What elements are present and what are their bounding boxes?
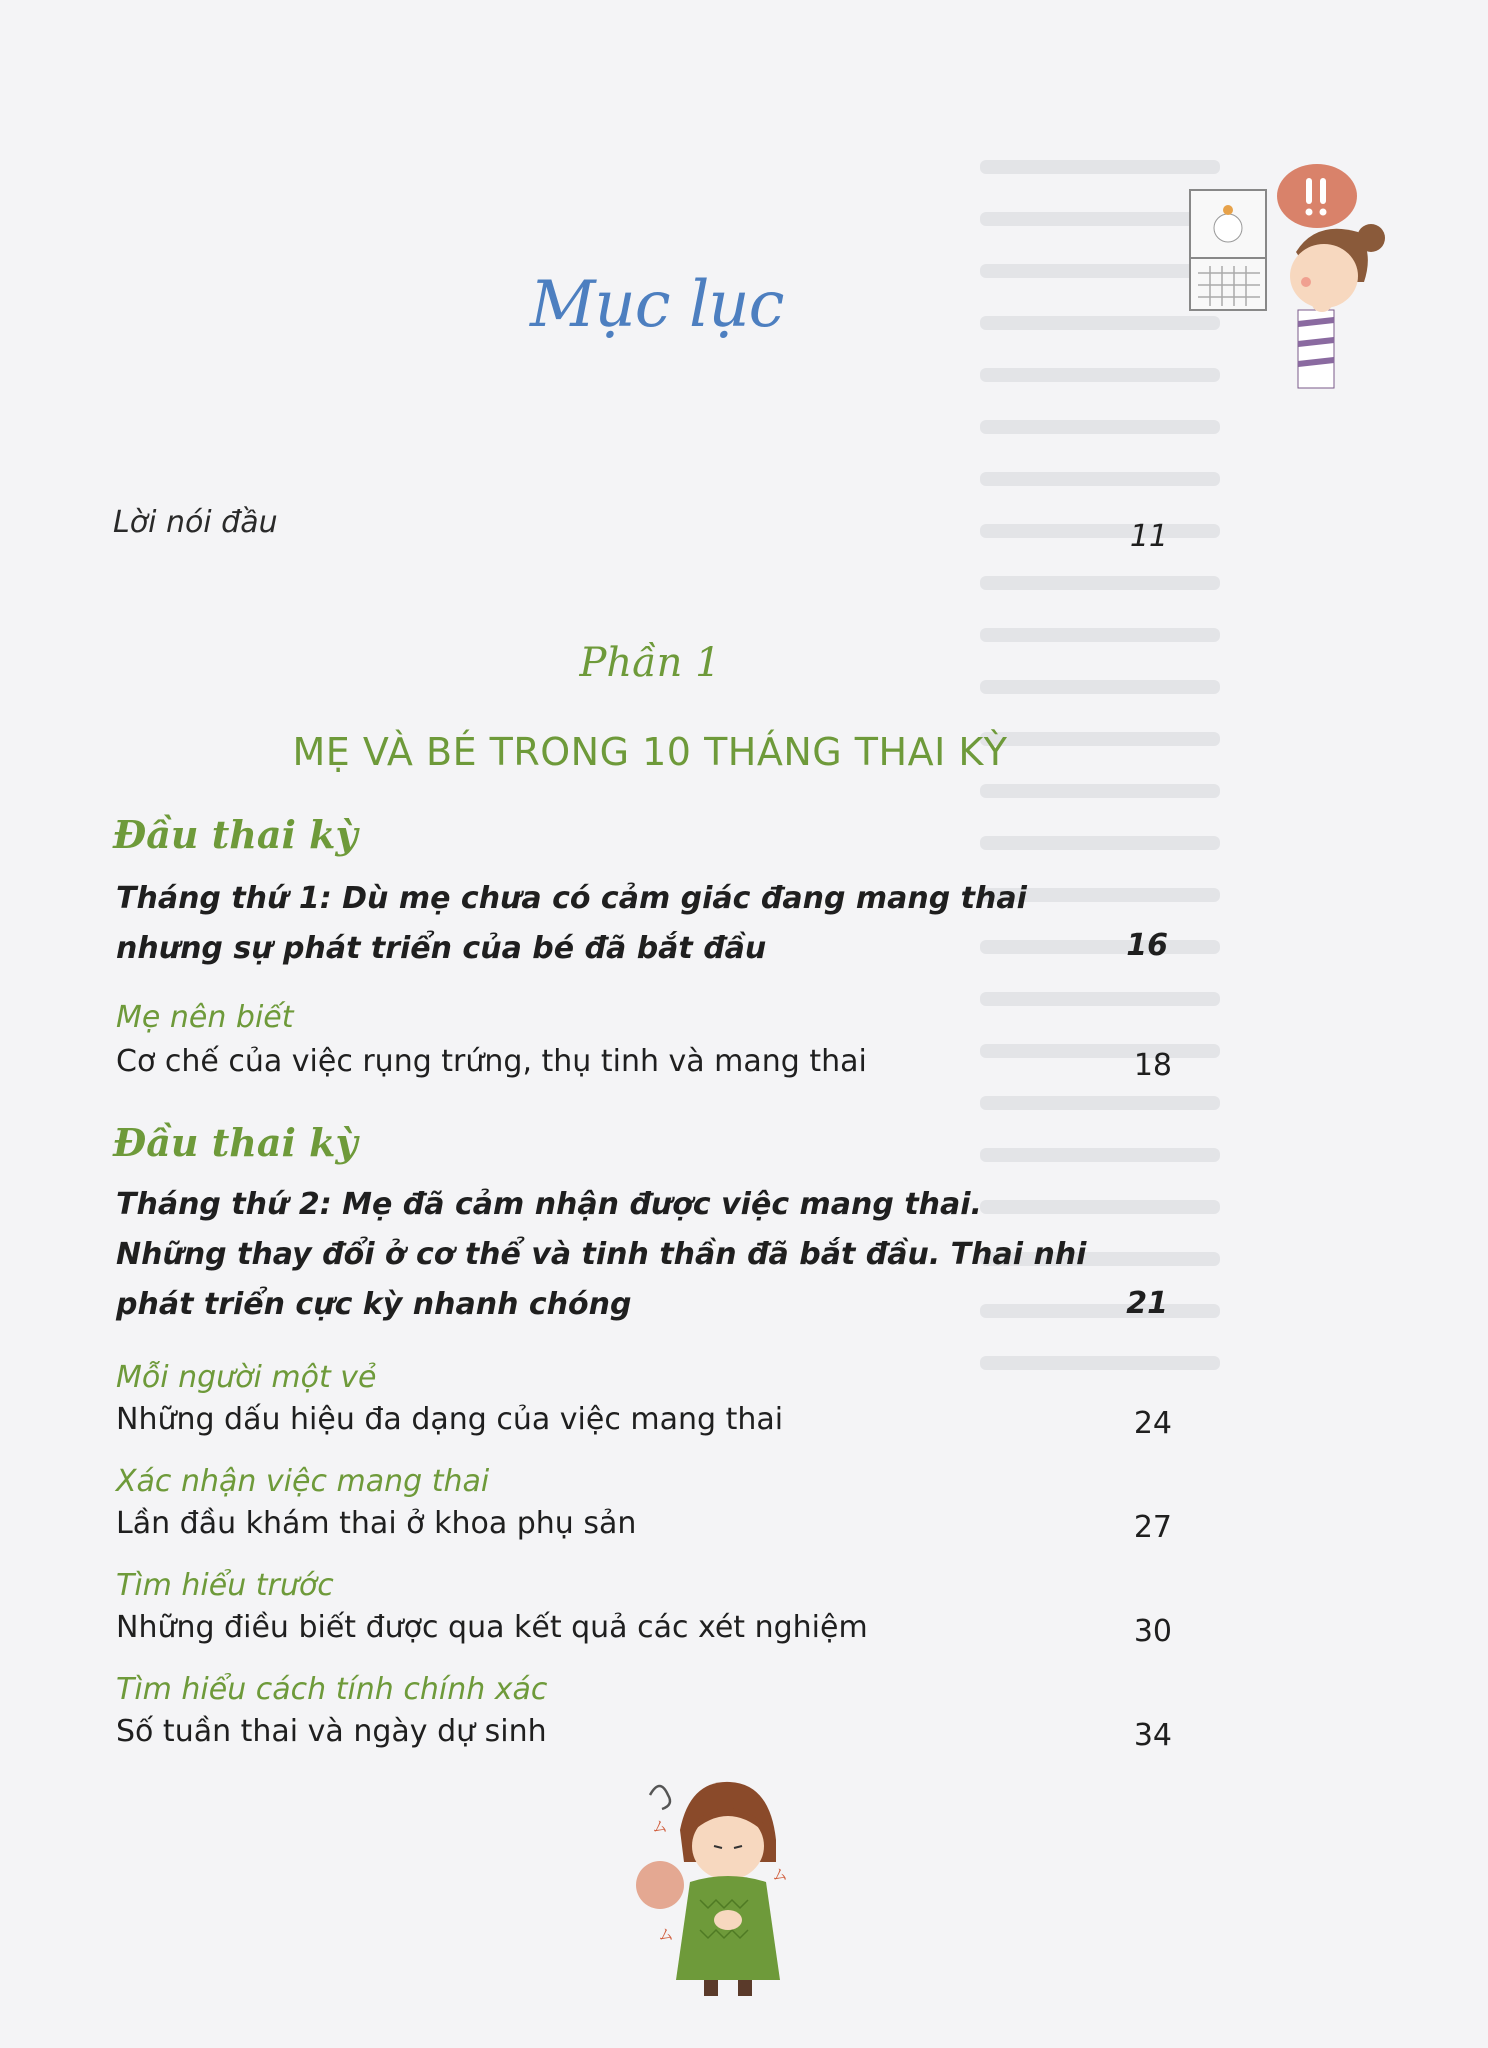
month-entry-page-number: 21 — [1126, 1286, 1168, 1321]
item-title: Số tuần thai và ngày dự sinh — [116, 1714, 547, 1749]
bleed-through-texture — [980, 160, 1220, 1760]
item-category-label: Mẹ nên biết — [116, 1000, 294, 1035]
month-entry-page-number: 16 — [1126, 928, 1168, 963]
item-page-number: 30 — [1133, 1614, 1172, 1649]
svg-text:ム: ム — [652, 1817, 669, 1836]
item-page-number: 24 — [1133, 1406, 1172, 1441]
section-heading: Đầu thai kỳ — [113, 812, 358, 857]
item-page-number: 27 — [1133, 1510, 1172, 1545]
month-entry-line: Tháng thứ 2: Mẹ đã cảm nhận được việc mang thai. — [116, 1187, 982, 1222]
girl-thinking-illustration — [1276, 212, 1394, 392]
month-entry-line: nhưng sự phát triển của bé đã bắt đầu — [116, 931, 767, 966]
item-category-label: Xác nhận việc mang thai — [116, 1464, 490, 1499]
month-entry-line: phát triển cực kỳ nhanh chóng — [116, 1287, 632, 1322]
item-category-label: Tìm hiểu cách tính chính xác — [116, 1672, 548, 1707]
preface-page-number: 11 — [1129, 519, 1168, 554]
section-heading: Đầu thai kỳ — [113, 1120, 358, 1165]
part-title: MẸ VÀ BÉ TRONG 10 THÁNG THAI KỲ — [292, 730, 1008, 774]
svg-text:ム: ム — [658, 1925, 675, 1944]
part-label: Phần 1 — [579, 640, 721, 686]
preface-label: Lời nói đầu — [113, 505, 278, 540]
item-category-label: Mỗi người một vẻ — [116, 1360, 377, 1395]
svg-text:ム: ム — [772, 1865, 789, 1884]
page-title: Mục lục — [530, 268, 784, 342]
item-page-number: 18 — [1133, 1048, 1172, 1083]
item-page-number: 34 — [1133, 1718, 1172, 1753]
item-title: Những điều biết được qua kết quả các xét nghiệm — [116, 1610, 868, 1645]
month-entry-line: Những thay đổi ở cơ thể và tinh thần đã bắt đầu. Thai nhi — [116, 1237, 1087, 1272]
item-category-label: Tìm hiểu trước — [116, 1568, 334, 1603]
item-title: Cơ chế của việc rụng trứng, thụ tinh và mang thai — [116, 1044, 867, 1079]
item-title: Những dấu hiệu đa dạng của việc mang thai — [116, 1402, 784, 1437]
month-entry-line: Tháng thứ 1: Dù mẹ chưa có cảm giác đang mang thai — [116, 881, 1027, 916]
girl-nauseous-illustration — [630, 1770, 810, 2000]
calendar-icon — [1188, 188, 1270, 316]
item-title: Lần đầu khám thai ở khoa phụ sản — [116, 1506, 637, 1541]
